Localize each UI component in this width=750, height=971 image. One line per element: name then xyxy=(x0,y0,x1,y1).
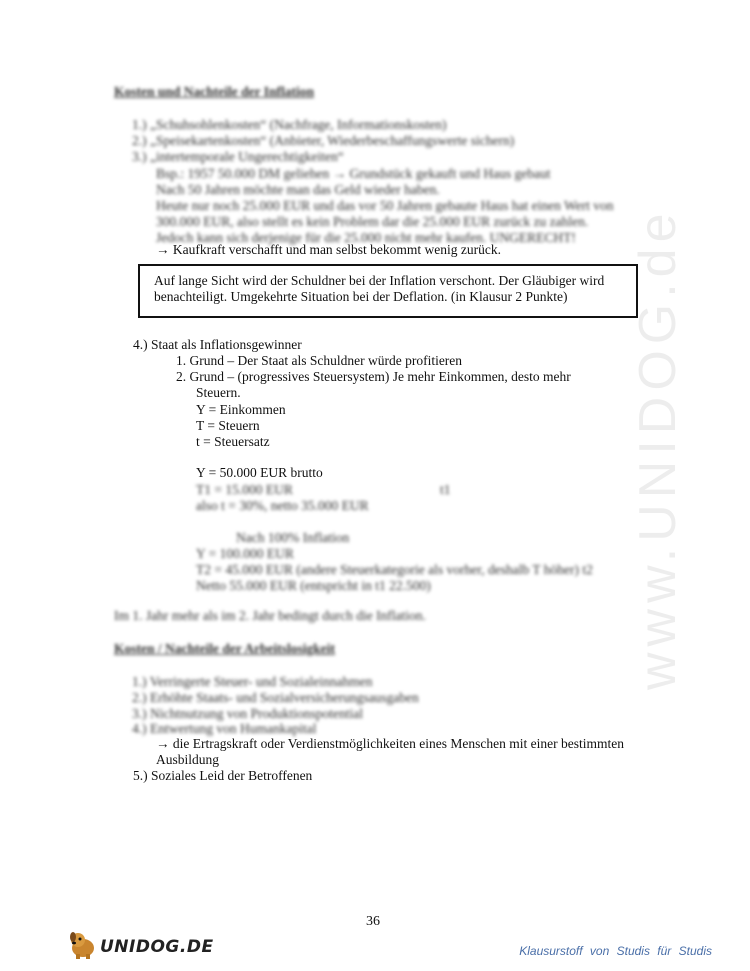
definition-t: t = Steuersatz xyxy=(196,434,270,449)
grund-2: 2. Grund – (progressives Steuersystem) Je mehr Einkommen, desto mehr xyxy=(176,369,571,384)
note-line-2: benachteiligt. Umgekehrte Situation bei der Deflation. (in Klausur 2 Punkte) xyxy=(154,289,568,304)
blurred-line: T2 = 45.000 EUR (andere Steuerkategorie als vorher, deshalb T höher) t2 xyxy=(196,562,593,577)
example-line: Heute nur noch 25.000 EUR und das vor 50 Jahren gebaute Haus hat einen Wert von xyxy=(156,198,614,213)
list-item: 1.) „Schuhsohlenkosten“ (Nachfrage, Informationskosten) xyxy=(132,117,447,132)
grund-2-continued: Steuern. xyxy=(196,385,241,400)
note-box xyxy=(138,264,638,318)
blurred-line: T1 = 15.000 EUR xyxy=(196,482,293,497)
list-item: 3.) „intertemporale Ungerechtigkeiten“ xyxy=(132,149,344,164)
blurred-line: Netto 55.000 EUR (entspricht in t1 22.500) xyxy=(196,578,431,593)
example-line: Jedoch kann sich derjenige für die 25.000 nicht mehr kaufen. UNGERECHT! xyxy=(156,230,576,245)
list-item: 3.) Nichtnutzung von Produktionspotential xyxy=(132,706,363,721)
blurred-summary: Im 1. Jahr mehr als im 2. Jahr bedingt durch die Inflation. xyxy=(114,608,426,623)
arrow-line-2: Ausbildung xyxy=(156,752,220,767)
list-item: 1.) Verringerte Steuer- und Sozialeinnahmen xyxy=(132,674,373,689)
page-number: 36 xyxy=(366,914,380,929)
arrow-line-1: → die Ertragskraft oder Verdienstmöglichkeiten eines Menschen mit einer bestimmten xyxy=(156,736,624,751)
definition-y: Y = Einkommen xyxy=(196,402,286,417)
blurred-line: Nach 100% Inflation xyxy=(236,530,350,545)
example-income: Y = 50.000 EUR brutto xyxy=(196,465,323,480)
conclusion-line: → Kaufkraft verschafft und man selbst bekommt wenig zurück. xyxy=(156,242,502,257)
list-item-staat: 4.) Staat als Inflationsgewinner xyxy=(133,337,302,352)
unidog-logo xyxy=(66,928,214,960)
blurred-line: also t = 30%, netto 35.000 EUR xyxy=(196,498,369,513)
dog-icon xyxy=(66,928,100,960)
example-line: Nach 50 Jahren möchte man das Geld wieder haben. xyxy=(156,182,440,197)
definition-T: T = Steuern xyxy=(196,418,260,433)
blurred-line: Y = 100.000 EUR xyxy=(196,546,294,561)
section-heading-inflation: Kosten und Nachteile der Inflation xyxy=(114,84,315,99)
footer-tagline: Klausurstoff von Studis für Studis xyxy=(519,944,712,958)
example-line: 300.000 EUR, also stellt es kein Problem dar die 25.000 EUR zurück zu zahlen. xyxy=(156,214,589,229)
note-line-1: Auf lange Sicht wird der Schuldner bei der Inflation verschont. Der Gläubiger wird xyxy=(154,273,605,288)
watermark: www.UNIDOG.de xyxy=(629,207,687,690)
list-item: 4.) Entwertung von Humankapital xyxy=(132,721,317,736)
blurred-line: t1 xyxy=(440,482,451,497)
grund-1: 1. Grund – Der Staat als Schuldner würde profitieren xyxy=(176,353,463,368)
list-item: 2.) „Speisekartenkosten“ (Anbieter, Wiederbeschaffungswerte sichern) xyxy=(132,133,515,148)
logo-text: UNIDOG.DE xyxy=(100,937,214,957)
example-line: Bsp.: 1957 50.000 DM geliehen → Grundstück gekauft und Haus gebaut xyxy=(156,166,551,181)
section-heading-arbeitslosigkeit: Kosten / Nachteile der Arbeitslosigkeit xyxy=(114,641,335,656)
list-item: 2.) Erhöhte Staats- und Sozialversicherungsausgaben xyxy=(132,690,419,705)
list-item-soziales-leid: 5.) Soziales Leid der Betroffenen xyxy=(133,768,313,783)
